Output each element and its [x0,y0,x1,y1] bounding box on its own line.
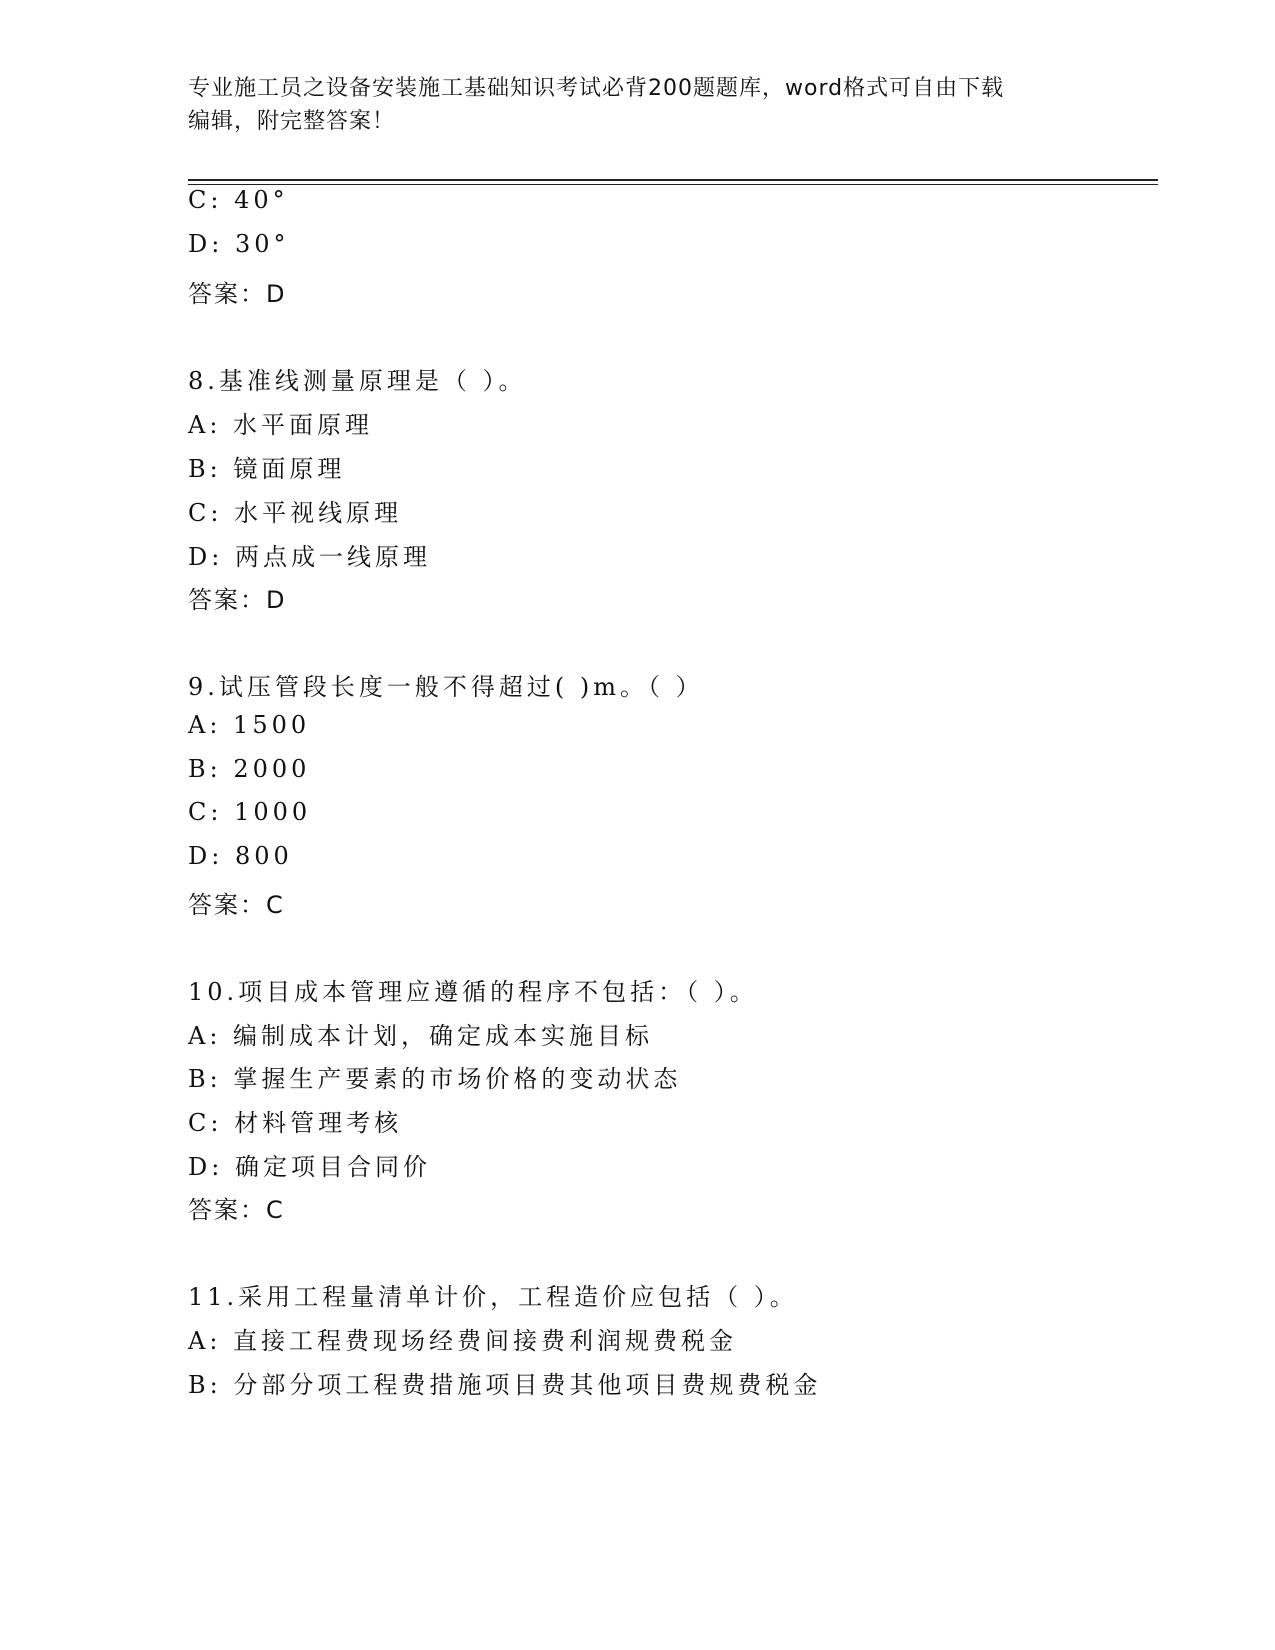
option-a: A: 1500 [188,711,311,739]
option-b: B: 掌握生产要素的市场价格的变动状态 [188,1065,682,1093]
answer-line: 答案：C [188,891,285,919]
header-title-line-2: 编辑，附完整答案！ [188,109,396,134]
option-b: B: 2000 [188,755,311,783]
option-b: B: 镜面原理 [188,455,346,483]
header-title-line-1: 专业施工员之设备安装施工基础知识考试必背200题题库，word格式可自由下载 [188,76,1005,101]
question-9: 9.试压管段长度一般不得超过( )m。（ ） [188,673,704,701]
option-c: C: 材料管理考核 [188,1109,403,1137]
option-c: C: 40° [188,186,289,214]
option-d: D: 800 [188,842,293,870]
option-d: D: 30° [188,230,290,258]
question-8: 8.基准线测量原理是（ ）。 [188,367,527,395]
option-d: D: 两点成一线原理 [188,543,431,571]
question-10: 10.项目成本管理应遵循的程序不包括：（ ）。 [188,978,758,1006]
option-a: A: 水平面原理 [188,411,374,439]
answer-line: 答案：C [188,1196,285,1224]
answer-line: 答案：D [188,586,287,614]
option-a: A: 编制成本计划，确定成本实施目标 [188,1022,654,1050]
document-header [188,72,1088,138]
option-c: C: 1000 [188,798,312,826]
option-a: A: 直接工程费现场经费间接费利润规费税金 [188,1327,738,1355]
answer-line: 答案：D [188,280,287,308]
option-b: B: 分部分项工程费措施项目费其他项目费规费税金 [188,1371,822,1399]
question-11: 11.采用工程量清单计价，工程造价应包括（ ）。 [188,1283,798,1311]
header-divider [188,179,1158,185]
option-d: D: 确定项目合同价 [188,1153,431,1181]
option-c: C: 水平视线原理 [188,499,403,527]
